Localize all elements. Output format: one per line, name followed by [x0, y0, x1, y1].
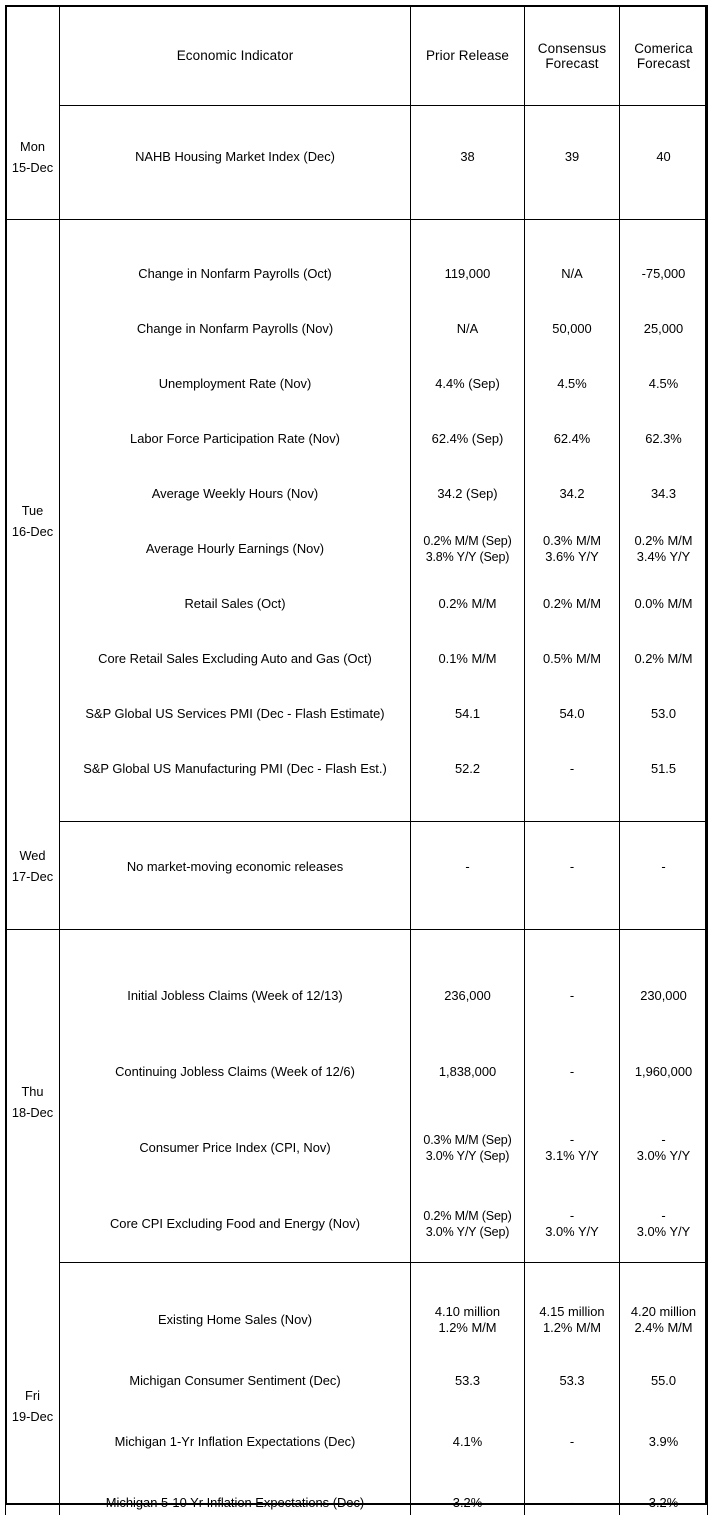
cell-consensus-forecast-stack	[525, 1263, 619, 1515]
cell-prior-release	[411, 1289, 524, 1350]
cell-consensus-forecast	[525, 631, 619, 686]
cell-indicator-stack	[60, 930, 410, 1262]
cell-indicator	[60, 1110, 410, 1186]
cell-indicator	[60, 1350, 410, 1411]
cell-prior-release	[411, 466, 524, 521]
cell-consensus-forecast-line1: -	[569, 1132, 575, 1147]
cell-prior-release-line2: 3.0% Y/Y (Sep)	[425, 1225, 510, 1239]
cell-comerica-forecast	[620, 1350, 707, 1411]
cell-prior-release-group	[411, 106, 525, 220]
economic-calendar-body	[6, 6, 708, 1515]
cell-consensus-forecast	[525, 521, 619, 576]
cell-comerica-forecast-line2: 3.0% Y/Y	[636, 1224, 691, 1239]
cell-indicator-stack	[60, 220, 410, 796]
cell-indicator-group	[60, 1263, 411, 1515]
cell-prior-release	[411, 1350, 524, 1411]
cell-comerica-forecast-line1: 51.5	[650, 760, 677, 776]
cell-prior-release-line2: 3.0% Y/Y (Sep)	[425, 1149, 510, 1163]
table-header-row	[6, 6, 708, 106]
cell-prior-release-group	[411, 1263, 525, 1515]
column-header-comerica-forecast	[620, 6, 708, 106]
cell-indicator-line1: Consumer Price Index (CPI, Nov)	[139, 1140, 331, 1155]
cell-consensus-forecast-line1: 4.15 million	[539, 1303, 605, 1319]
cell-comerica-forecast-line1: 0.2% M/M	[634, 650, 693, 666]
cell-prior-release	[411, 631, 524, 686]
day-weekday: Tue	[21, 502, 44, 518]
day-label-mon	[6, 100, 60, 214]
column-header-prior-release	[411, 6, 525, 106]
cell-comerica-forecast	[620, 1472, 707, 1515]
cell-indicator-stack	[60, 822, 410, 884]
cell-prior-release-line1: 236,000	[444, 988, 491, 1003]
cell-indicator	[60, 850, 410, 884]
cell-indicator-line1: No market-moving economic releases	[126, 859, 344, 874]
cell-comerica-forecast-line1: -	[661, 1208, 666, 1223]
cell-prior-release-stack	[411, 930, 524, 1262]
column-header-consensus-forecast-text: Consensus Forecast	[537, 40, 607, 71]
cell-indicator	[60, 1411, 410, 1472]
day-section-row	[6, 220, 708, 822]
cell-consensus-forecast	[525, 1472, 619, 1515]
cell-prior-release-group	[411, 822, 525, 930]
cell-indicator-group	[60, 930, 411, 1263]
cell-consensus-forecast-line1: 53.3	[559, 1372, 585, 1388]
cell-prior-release-group	[411, 930, 525, 1263]
day-weekday: Mon	[20, 138, 45, 154]
cell-prior-release-line2: 3.8% Y/Y (Sep)	[425, 549, 510, 564]
cell-consensus-forecast	[525, 1289, 619, 1350]
cell-comerica-forecast	[620, 246, 707, 301]
cell-comerica-forecast	[620, 576, 707, 631]
cell-indicator	[60, 140, 410, 174]
cell-indicator-line1: Continuing Jobless Claims (Week of 12/6)	[115, 1064, 355, 1079]
cell-comerica-forecast-line1: 4.5%	[648, 375, 679, 391]
cell-consensus-forecast-line1: 34.2	[559, 485, 585, 501]
cell-comerica-forecast-line1: -	[661, 859, 666, 874]
cell-comerica-forecast-group	[620, 1263, 708, 1515]
cell-comerica-forecast-line2: 3.0% Y/Y	[636, 1148, 691, 1163]
cell-consensus-forecast	[525, 1110, 619, 1186]
cell-prior-release-line1: 38	[460, 149, 475, 164]
cell-consensus-forecast-line2: 1.2% M/M	[542, 1319, 602, 1335]
cell-consensus-forecast	[525, 1186, 619, 1262]
cell-comerica-forecast	[620, 1034, 707, 1110]
cell-prior-release-line2: 1.2% M/M	[438, 1319, 497, 1335]
cell-indicator-group	[60, 220, 411, 822]
cell-indicator	[60, 686, 410, 741]
cell-comerica-forecast-line1: -75,000	[641, 265, 686, 281]
cell-comerica-forecast	[620, 686, 707, 741]
cell-comerica-forecast-line1: 25,000	[643, 320, 684, 336]
cell-consensus-forecast-stack	[525, 822, 619, 884]
cell-prior-release	[411, 958, 524, 1034]
cell-prior-release	[411, 1411, 524, 1472]
cell-consensus-forecast-line2: 3.6% Y/Y	[545, 548, 599, 564]
cell-prior-release-line1: 4.10 million	[434, 1303, 501, 1319]
cell-indicator-line1: Unemployment Rate (Nov)	[158, 375, 312, 391]
cell-consensus-forecast-line2: 3.1% Y/Y	[545, 1148, 599, 1163]
cell-consensus-forecast-line1: -	[569, 760, 575, 776]
cell-comerica-forecast-line1: 3.2%	[648, 1494, 679, 1510]
cell-consensus-forecast	[525, 1034, 619, 1110]
cell-indicator-line1: S&P Global US Manufacturing PMI (Dec - Flash Est.)	[83, 760, 387, 776]
cell-comerica-forecast-stack	[620, 106, 707, 174]
cell-indicator	[60, 576, 410, 631]
cell-comerica-forecast-line1: 0.0% M/M	[634, 595, 693, 611]
cell-consensus-forecast	[525, 958, 619, 1034]
cell-comerica-forecast	[620, 741, 707, 796]
cell-comerica-forecast-line1: 40	[656, 149, 671, 164]
cell-indicator	[60, 356, 410, 411]
cell-prior-release-stack	[411, 822, 524, 884]
cell-prior-release	[411, 1110, 524, 1186]
cell-consensus-forecast-line1: 39	[564, 149, 580, 164]
cell-consensus-forecast-line1: 0.3% M/M	[542, 532, 602, 548]
cell-comerica-forecast-group	[620, 930, 708, 1263]
cell-comerica-forecast	[620, 958, 707, 1034]
cell-prior-release-line1: 52.2	[454, 760, 481, 776]
cell-consensus-forecast-line1: -	[569, 1064, 575, 1079]
cell-prior-release-line1: 0.2% M/M (Sep)	[423, 533, 512, 548]
cell-consensus-forecast-line1: N/A	[561, 265, 583, 281]
cell-consensus-forecast-stack	[525, 930, 619, 1262]
cell-comerica-forecast-line1: 53.0	[650, 705, 677, 721]
cell-prior-release-line1: 54.1	[454, 705, 481, 721]
cell-prior-release-group	[411, 220, 525, 822]
day-date: 16-Dec	[11, 523, 54, 539]
cell-indicator-line1: Average Hourly Earnings (Nov)	[145, 540, 325, 556]
cell-prior-release-stack	[411, 220, 524, 796]
cell-consensus-forecast	[525, 1350, 619, 1411]
column-header-consensus-forecast	[525, 6, 620, 106]
cell-comerica-forecast	[620, 140, 707, 174]
header-cell-day	[6, 6, 60, 106]
cell-prior-release	[411, 140, 524, 174]
cell-consensus-forecast-line1: -	[569, 859, 575, 874]
cell-comerica-forecast-group	[620, 220, 708, 822]
cell-comerica-forecast	[620, 466, 707, 521]
cell-consensus-forecast-line1: -	[569, 1433, 575, 1449]
cell-comerica-forecast	[620, 521, 707, 576]
day-section-row	[6, 106, 708, 220]
cell-consensus-forecast	[525, 140, 619, 174]
cell-indicator-line1: Michigan Consumer Sentiment (Dec)	[129, 1372, 341, 1388]
cell-comerica-forecast-line1: 230,000	[640, 988, 687, 1003]
day-date: 19-Dec	[11, 1409, 54, 1424]
cell-indicator	[60, 301, 410, 356]
cell-consensus-forecast-line1: 54.0	[559, 705, 585, 721]
cell-prior-release-line1: 53.3	[454, 1372, 481, 1388]
cell-comerica-forecast-line1: 3.9%	[648, 1433, 679, 1449]
day-label-wed	[6, 812, 60, 920]
cell-indicator-line1: Michigan 5-10 Yr Inflation Expectations (Dec)	[105, 1494, 365, 1510]
cell-consensus-forecast-group	[525, 930, 620, 1263]
day-label-fri	[6, 1271, 60, 1515]
cell-consensus-forecast	[525, 246, 619, 301]
cell-indicator-line1: Retail Sales (Oct)	[184, 595, 286, 611]
day-section-row	[6, 822, 708, 930]
cell-indicator-group	[60, 822, 411, 930]
cell-prior-release	[411, 1034, 524, 1110]
cell-prior-release-line1: 0.1% M/M	[438, 650, 497, 666]
cell-indicator	[60, 521, 410, 576]
cell-comerica-forecast-line2: 2.4% M/M	[634, 1319, 693, 1335]
cell-comerica-forecast	[620, 301, 707, 356]
day-section-row	[6, 1263, 708, 1515]
cell-comerica-forecast-line1: 34.3	[650, 485, 677, 501]
economic-calendar-table	[5, 5, 708, 1515]
column-header-prior-release-text: Prior Release	[425, 47, 510, 63]
cell-consensus-forecast-group	[525, 822, 620, 930]
cell-prior-release-line1: 119,000	[444, 265, 491, 281]
cell-consensus-forecast	[525, 466, 619, 521]
cell-consensus-forecast-line1: 4.5%	[557, 375, 587, 391]
day-label-tue	[6, 220, 60, 822]
cell-prior-release	[411, 411, 524, 466]
cell-prior-release	[411, 576, 524, 631]
cell-indicator-line1: Initial Jobless Claims (Week of 12/13)	[127, 988, 343, 1003]
cell-prior-release	[411, 1472, 524, 1515]
cell-consensus-forecast-stack	[525, 220, 619, 796]
cell-indicator-line1: Existing Home Sales (Nov)	[157, 1311, 313, 1327]
cell-consensus-forecast-line1: 0.2% M/M	[542, 595, 602, 611]
cell-prior-release	[411, 850, 524, 884]
cell-prior-release-line1: 0.2% M/M	[438, 595, 497, 611]
cell-consensus-forecast-line1: 0.5% M/M	[542, 650, 602, 666]
cell-consensus-forecast-group	[525, 1263, 620, 1515]
day-date: 18-Dec	[11, 1105, 54, 1120]
cell-indicator-line1: S&P Global US Services PMI (Dec - Flash Estimate)	[85, 705, 385, 721]
cell-comerica-forecast	[620, 1110, 707, 1186]
cell-consensus-forecast	[525, 356, 619, 411]
cell-prior-release	[411, 741, 524, 796]
cell-consensus-forecast-group	[525, 106, 620, 220]
cell-comerica-forecast-stack	[620, 1263, 707, 1515]
cell-prior-release-line1: 1,838,000	[438, 1064, 497, 1079]
cell-indicator-line1: Labor Force Participation Rate (Nov)	[130, 430, 340, 446]
cell-consensus-forecast	[525, 686, 619, 741]
cell-indicator-stack	[60, 1263, 410, 1515]
cell-prior-release-stack	[411, 106, 524, 174]
day-weekday: Wed	[19, 847, 46, 863]
cell-comerica-forecast	[620, 850, 707, 884]
cell-comerica-forecast-group	[620, 106, 708, 220]
cell-indicator	[60, 246, 410, 301]
cell-comerica-forecast-line1: -	[661, 1132, 666, 1147]
cell-comerica-forecast	[620, 1186, 707, 1262]
cell-indicator-line1: Change in Nonfarm Payrolls (Oct)	[138, 265, 332, 281]
cell-indicator-line1: Change in Nonfarm Payrolls (Nov)	[136, 320, 334, 336]
day-weekday: Thu	[21, 1084, 44, 1099]
cell-prior-release	[411, 246, 524, 301]
cell-consensus-forecast-group	[525, 220, 620, 822]
cell-consensus-forecast-line1: -	[569, 1208, 575, 1223]
cell-consensus-forecast-line2: 3.0% Y/Y	[545, 1224, 599, 1239]
cell-consensus-forecast-line1: -	[569, 1494, 575, 1510]
cell-consensus-forecast-line1: 50,000	[552, 320, 592, 336]
cell-prior-release	[411, 356, 524, 411]
cell-prior-release-line1: -	[465, 859, 470, 874]
day-label-thu	[6, 936, 60, 1269]
cell-consensus-forecast	[525, 576, 619, 631]
day-section-row	[6, 930, 708, 1263]
cell-prior-release-line1: 4.4% (Sep)	[435, 375, 500, 391]
cell-indicator	[60, 1034, 410, 1110]
cell-indicator	[60, 1186, 410, 1262]
cell-comerica-forecast	[620, 411, 707, 466]
cell-prior-release-line1: 0.2% M/M (Sep)	[423, 1209, 512, 1223]
cell-consensus-forecast-stack	[525, 106, 619, 174]
column-header-indicator	[60, 6, 411, 106]
cell-indicator-line1: Average Weekly Hours (Nov)	[151, 485, 319, 501]
cell-comerica-forecast-stack	[620, 930, 707, 1262]
cell-indicator-line1: Core CPI Excluding Food and Energy (Nov)	[109, 1216, 361, 1231]
cell-indicator	[60, 466, 410, 521]
cell-consensus-forecast	[525, 741, 619, 796]
column-header-indicator-text: Economic Indicator	[176, 47, 294, 63]
cell-comerica-forecast	[620, 356, 707, 411]
day-weekday: Fri	[25, 1388, 40, 1403]
day-date: 17-Dec	[11, 868, 54, 884]
cell-comerica-forecast-line1: 1,960,000	[634, 1064, 693, 1079]
cell-prior-release-line1: 4.1%	[452, 1433, 483, 1449]
cell-consensus-forecast-line1: -	[569, 988, 575, 1003]
cell-consensus-forecast	[525, 1411, 619, 1472]
cell-indicator	[60, 1472, 410, 1515]
cell-prior-release-line1: 0.3% M/M (Sep)	[423, 1133, 512, 1147]
cell-prior-release-line1: 62.4% (Sep)	[431, 430, 504, 446]
cell-indicator	[60, 1289, 410, 1350]
cell-comerica-forecast	[620, 1411, 707, 1472]
cell-indicator-line1: Core Retail Sales Excluding Auto and Gas (Oct)	[98, 650, 372, 666]
cell-comerica-forecast-stack	[620, 220, 707, 796]
cell-consensus-forecast-line1: 62.4%	[553, 430, 591, 446]
cell-indicator	[60, 958, 410, 1034]
cell-indicator	[60, 631, 410, 686]
cell-indicator	[60, 741, 410, 796]
cell-prior-release-stack	[411, 1263, 524, 1515]
cell-comerica-forecast-group	[620, 822, 708, 930]
cell-comerica-forecast-stack	[620, 822, 707, 884]
cell-comerica-forecast-line2: 3.4% Y/Y	[636, 548, 691, 564]
cell-prior-release	[411, 686, 524, 741]
day-date: 15-Dec	[11, 159, 54, 175]
cell-indicator-group	[60, 106, 411, 220]
column-header-comerica-forecast-text: Comerica Forecast	[634, 40, 693, 71]
cell-prior-release	[411, 1186, 524, 1262]
cell-comerica-forecast	[620, 631, 707, 686]
cell-comerica-forecast-line1: 55.0	[650, 1372, 677, 1388]
cell-comerica-forecast-line1: 0.2% M/M	[634, 532, 693, 548]
cell-indicator	[60, 411, 410, 466]
cell-indicator-line1: Michigan 1-Yr Inflation Expectations (Dec)	[114, 1433, 356, 1449]
cell-indicator-stack	[60, 106, 410, 174]
cell-comerica-forecast-line1: 62.3%	[645, 430, 682, 446]
cell-consensus-forecast	[525, 411, 619, 466]
cell-prior-release-line1: N/A	[456, 320, 479, 336]
cell-prior-release	[411, 301, 524, 356]
cell-prior-release	[411, 521, 524, 576]
cell-indicator-line1: NAHB Housing Market Index (Dec)	[135, 149, 335, 164]
cell-comerica-forecast	[620, 1289, 707, 1350]
cell-consensus-forecast	[525, 850, 619, 884]
cell-consensus-forecast	[525, 301, 619, 356]
cell-prior-release-line1: 34.2 (Sep)	[437, 485, 498, 501]
cell-comerica-forecast-line1: 4.20 million	[630, 1303, 697, 1319]
cell-prior-release-line1: 3.2%	[452, 1494, 483, 1510]
